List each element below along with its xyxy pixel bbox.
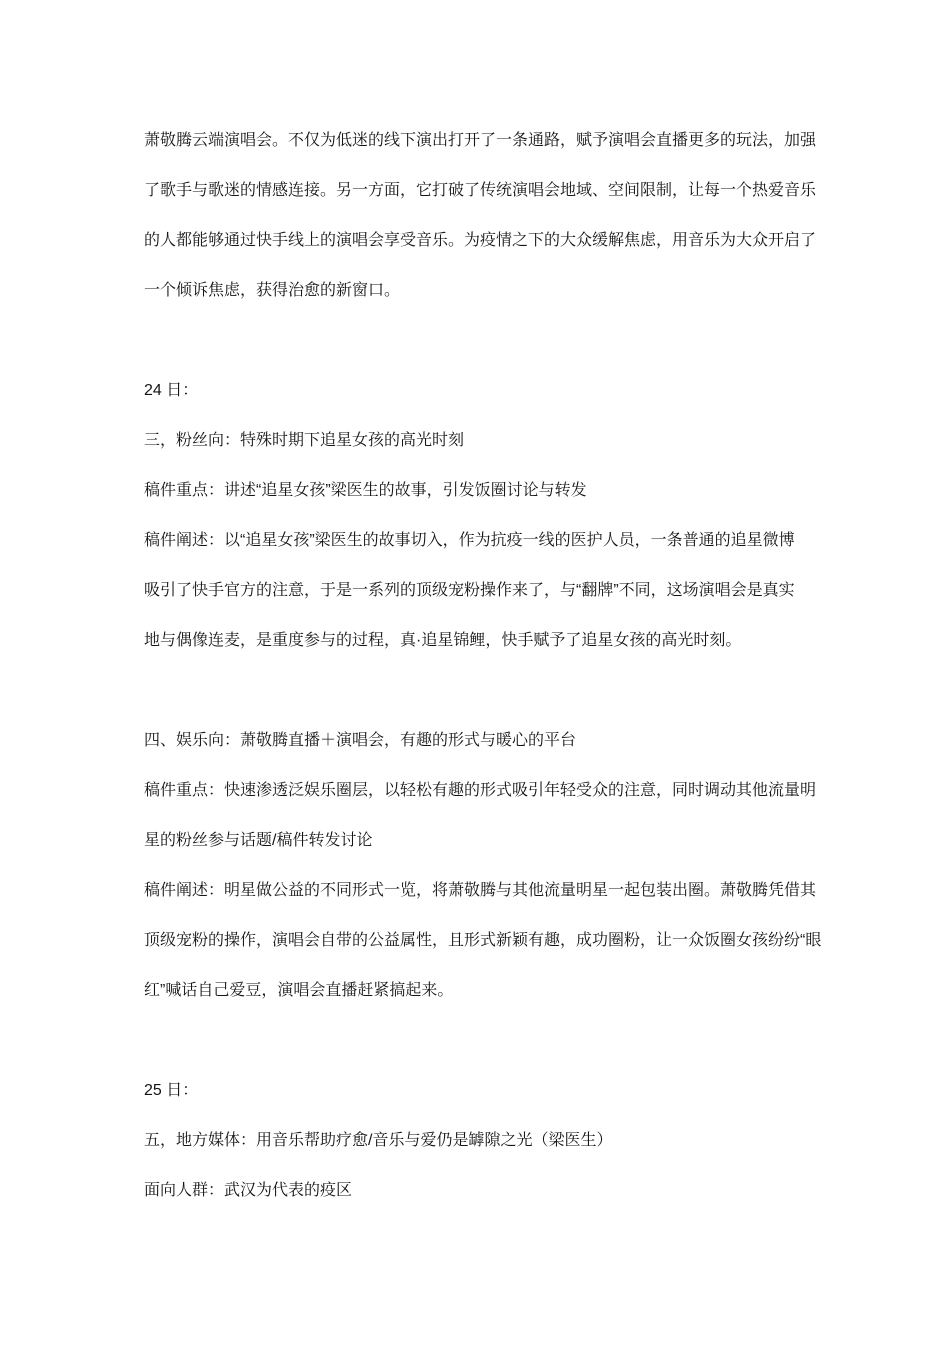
paragraph-intro xyxy=(144,116,820,316)
text-line: 一个倾诉焦虑，获得治愈的新窗口。 xyxy=(144,282,401,299)
text-line: 吸引了快手官方的注意，于是一系列的顶级宠粉操作来了，与“翻牌”不同，这场演唱会是真实 xyxy=(144,582,795,599)
paragraph-day-25-local-media-section xyxy=(144,1066,820,1216)
text-line: 25 日： xyxy=(144,1082,199,1099)
text-line: 稿件阐述：明星做公益的不同形式一览，将萧敬腾与其他流量明星一起包装出圈。萧敬腾凭借其 xyxy=(144,882,817,899)
text-line: 四、娱乐向：萧敬腾直播＋演唱会，有趣的形式与暖心的平台 xyxy=(144,732,577,749)
text-line: 红”喊话自己爱豆，演唱会直播赶紧搞起来。 xyxy=(144,982,454,999)
paragraph-entertainment-section xyxy=(144,716,820,1016)
text-line: 面向人群：武汉为代表的疫区 xyxy=(144,1182,353,1199)
text-line: 顶级宠粉的操作，演唱会自带的公益属性，且形式新颖有趣，成功圈粉，让一众饭圈女孩纷纷“眼 xyxy=(144,932,822,949)
text-line: 稿件重点：讲述“追星女孩”梁医生的故事，引发饭圈讨论与转发 xyxy=(144,482,587,499)
text-line: 了歌手与歌迷的情感连接。另一方面，它打破了传统演唱会地域、空间限制，让每一个热爱音乐 xyxy=(144,182,817,199)
text-line: 地与偶像连麦，是重度参与的过程，真·追星锦鲤，快手赋予了追星女孩的高光时刻。 xyxy=(144,632,742,649)
text-line: 三，粉丝向：特殊时期下追星女孩的高光时刻 xyxy=(144,432,465,449)
text-line: 24 日： xyxy=(144,382,199,399)
text-line: 稿件阐述：以“追星女孩”梁医生的故事切入，作为抗疫一线的医护人员，一条普通的追星微博 xyxy=(144,532,795,549)
paragraph-day-24-fans-section xyxy=(144,366,820,666)
document-body xyxy=(144,116,820,1216)
text-line: 五，地方媒体：用音乐帮助疗愈/音乐与爱仍是罅隙之光（梁医生） xyxy=(144,1132,613,1149)
text-line: 稿件重点：快速渗透泛娱乐圈层，以轻松有趣的形式吸引年轻受众的注意，同时调动其他流量明 xyxy=(144,782,817,799)
text-line: 的人都能够通过快手线上的演唱会享受音乐。为疫情之下的大众缓解焦虑，用音乐为大众开启了 xyxy=(144,232,817,249)
text-line: 萧敬腾云端演唱会。不仅为低迷的线下演出打开了一条通路，赋予演唱会直播更多的玩法，加强 xyxy=(144,132,817,149)
text-line: 星的粉丝参与话题/稿件转发讨论 xyxy=(144,832,373,849)
